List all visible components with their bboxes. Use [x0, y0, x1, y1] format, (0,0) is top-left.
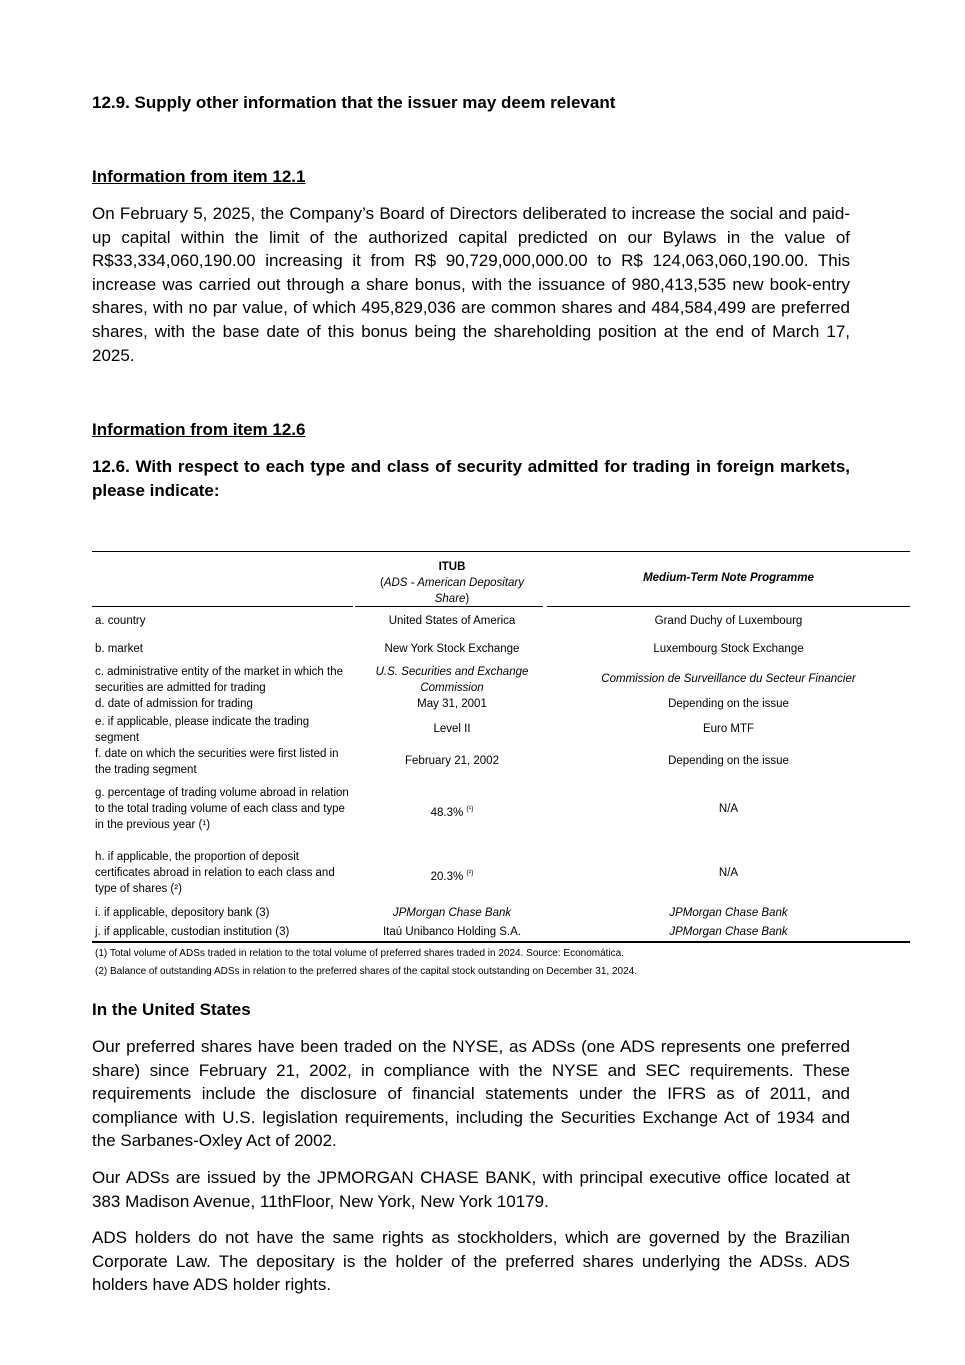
row-label-admission-date: d. date of admission for trading — [95, 698, 253, 710]
footnote-ref-2: (²) — [466, 870, 474, 877]
heading-united-states: In the United States — [92, 1000, 251, 1019]
row-mtn-custodian: JPMorgan Chase Bank — [669, 926, 788, 938]
row-label-first-listed: f. date on which the securities were first listed in the trading segment — [95, 748, 339, 776]
row-label-admin-entity: c. administrative entity of the market in which the securities are admitted for trading — [95, 666, 343, 694]
row-label-country: a. country — [95, 615, 146, 627]
table-top-rule — [92, 551, 910, 552]
subheading-item-12-1: Information from item 12.1 — [92, 167, 306, 186]
row-mtn-market: Luxembourg Stock Exchange — [653, 643, 804, 655]
footnote-ref-1: (¹) — [466, 806, 474, 813]
paragraph-jpmorgan: Our ADSs are issued by the JPMORGAN CHASE BANK, with principal executive office located at 383 Madison Avenue, 11thFloor, New York, New York 10179. — [92, 1168, 850, 1211]
row-itub-depository-bank: JPMorgan Chase Bank — [392, 907, 512, 919]
header-rule-3 — [547, 606, 910, 607]
row-mtn-country: Grand Duchy of Luxembourg — [654, 615, 803, 627]
row-label-trading-volume: g. percentage of trading volume abroad in relation to the total trading volume of each class and type in the previous year (¹) — [95, 787, 349, 831]
deposit-proportion-value: 20.3% — [430, 870, 464, 883]
row-mtn-first-listed: Depending on the issue — [668, 755, 789, 767]
trading-volume-value: 48.3% — [430, 806, 464, 819]
row-label-segment: e. if applicable, please indicate the trading segment — [95, 716, 310, 744]
paren-close: ) — [465, 593, 470, 605]
row-itub-trading-volume — [357, 802, 547, 822]
paren-open: ( — [379, 577, 384, 589]
table-bottom-rule — [92, 941, 910, 943]
header-itub — [357, 559, 547, 607]
header-itub-desc — [357, 575, 547, 591]
header-rule-2 — [355, 606, 543, 607]
header-rule-1 — [92, 606, 353, 607]
question-12-6: 12.6. With respect to each type and class of security admitted for trading in foreign markets, please indicate: — [92, 457, 850, 500]
paragraph-nyse-trading: Our preferred shares have been traded on the NYSE, as ADSs (one ADS represents one preferred share) since February 21, 2002, in compliance with the NYSE and SEC requirements. These requirements include the disclosure of financial statements under the IFRS as of 2011, and compliance with U.S. legislation requirements, including the Securities Exchange Act of 1934 and the Sarbanes-Oxley Act of 2002. — [92, 1037, 850, 1151]
header-itub-italic-2: Share — [434, 593, 466, 605]
row-itub-admin-entity: U.S. Securities and Exchange Commission — [375, 666, 529, 694]
row-mtn-deposit-certificates: N/A — [718, 867, 739, 879]
paragraph-capital-increase: On February 5, 2025, the Company’s Board of Directors deliberated to increase the social and paid-up capital within the limit of the authorized capital predicted on our Bylaws in the value of R$33,334,060,190.00 increasing it from R$ 90,729,000,000.00 to R$ 124,063,060,190.00. This increase was carried out through a share bonus, with the issuance of 980,413,535 new book-entry shares, with no par value, of which 495,829,036 are common shares and 484,584,499 are preferred shares, with the base date of this bonus being the shareholding position at the end of March 17, 2025. — [92, 204, 850, 365]
header-itub-desc-2 — [357, 591, 547, 607]
section-heading-12-9: 12.9. Supply other information that the issuer may deem relevant — [92, 93, 616, 112]
row-label-deposit-certificates: h. if applicable, the proportion of deposit certificates abroad in relation to each class and type of shares (²) — [95, 851, 335, 895]
row-mtn-depository-bank: JPMorgan Chase Bank — [669, 907, 788, 919]
row-label-custodian: j. if applicable, custodian institution (3) — [95, 926, 290, 938]
paragraph-ads-holders: ADS holders do not have the same rights as stockholders, which are governed by the Brazilian Corporate Law. The depositary is the holder of the preferred shares underlying the ADSs. ADS holders have ADS holder rights. — [92, 1228, 850, 1295]
subheading-item-12-6: Information from item 12.6 — [92, 420, 306, 439]
header-itub-ticker: ITUB — [438, 561, 466, 573]
row-mtn-admin-entity: Commission de Surveillance du Secteur Financier — [601, 673, 856, 685]
row-itub-deposit-certificates — [357, 866, 547, 886]
row-label-depository-bank: i. if applicable, depository bank (3) — [95, 907, 270, 919]
row-label-market: b. market — [95, 643, 143, 655]
row-itub-country: United States of America — [388, 615, 516, 627]
header-itub-italic: ADS - American Depositary — [383, 577, 525, 589]
row-itub-market: New York Stock Exchange — [384, 643, 520, 655]
row-mtn-trading-volume: N/A — [718, 803, 739, 815]
header-mtn-programme: Medium-Term Note Programme — [643, 572, 814, 584]
footnote-2: (2) Balance of outstanding ADSs in relation to the preferred shares of the capital stock outstanding on December 31, 2024. — [95, 966, 637, 977]
row-mtn-admission-date: Depending on the issue — [668, 698, 789, 710]
row-itub-custodian: Itaú Unibanco Holding S.A. — [382, 926, 522, 938]
row-itub-admission-date: May 31, 2001 — [417, 698, 487, 710]
footnote-1: (1) Total volume of ADSs traded in relation to the total volume of preferred shares traded in 2024. Source: Economática. — [95, 948, 624, 959]
row-itub-first-listed: February 21, 2002 — [405, 755, 499, 767]
row-mtn-segment: Euro MTF — [702, 723, 755, 735]
row-itub-segment: Level II — [433, 723, 471, 735]
